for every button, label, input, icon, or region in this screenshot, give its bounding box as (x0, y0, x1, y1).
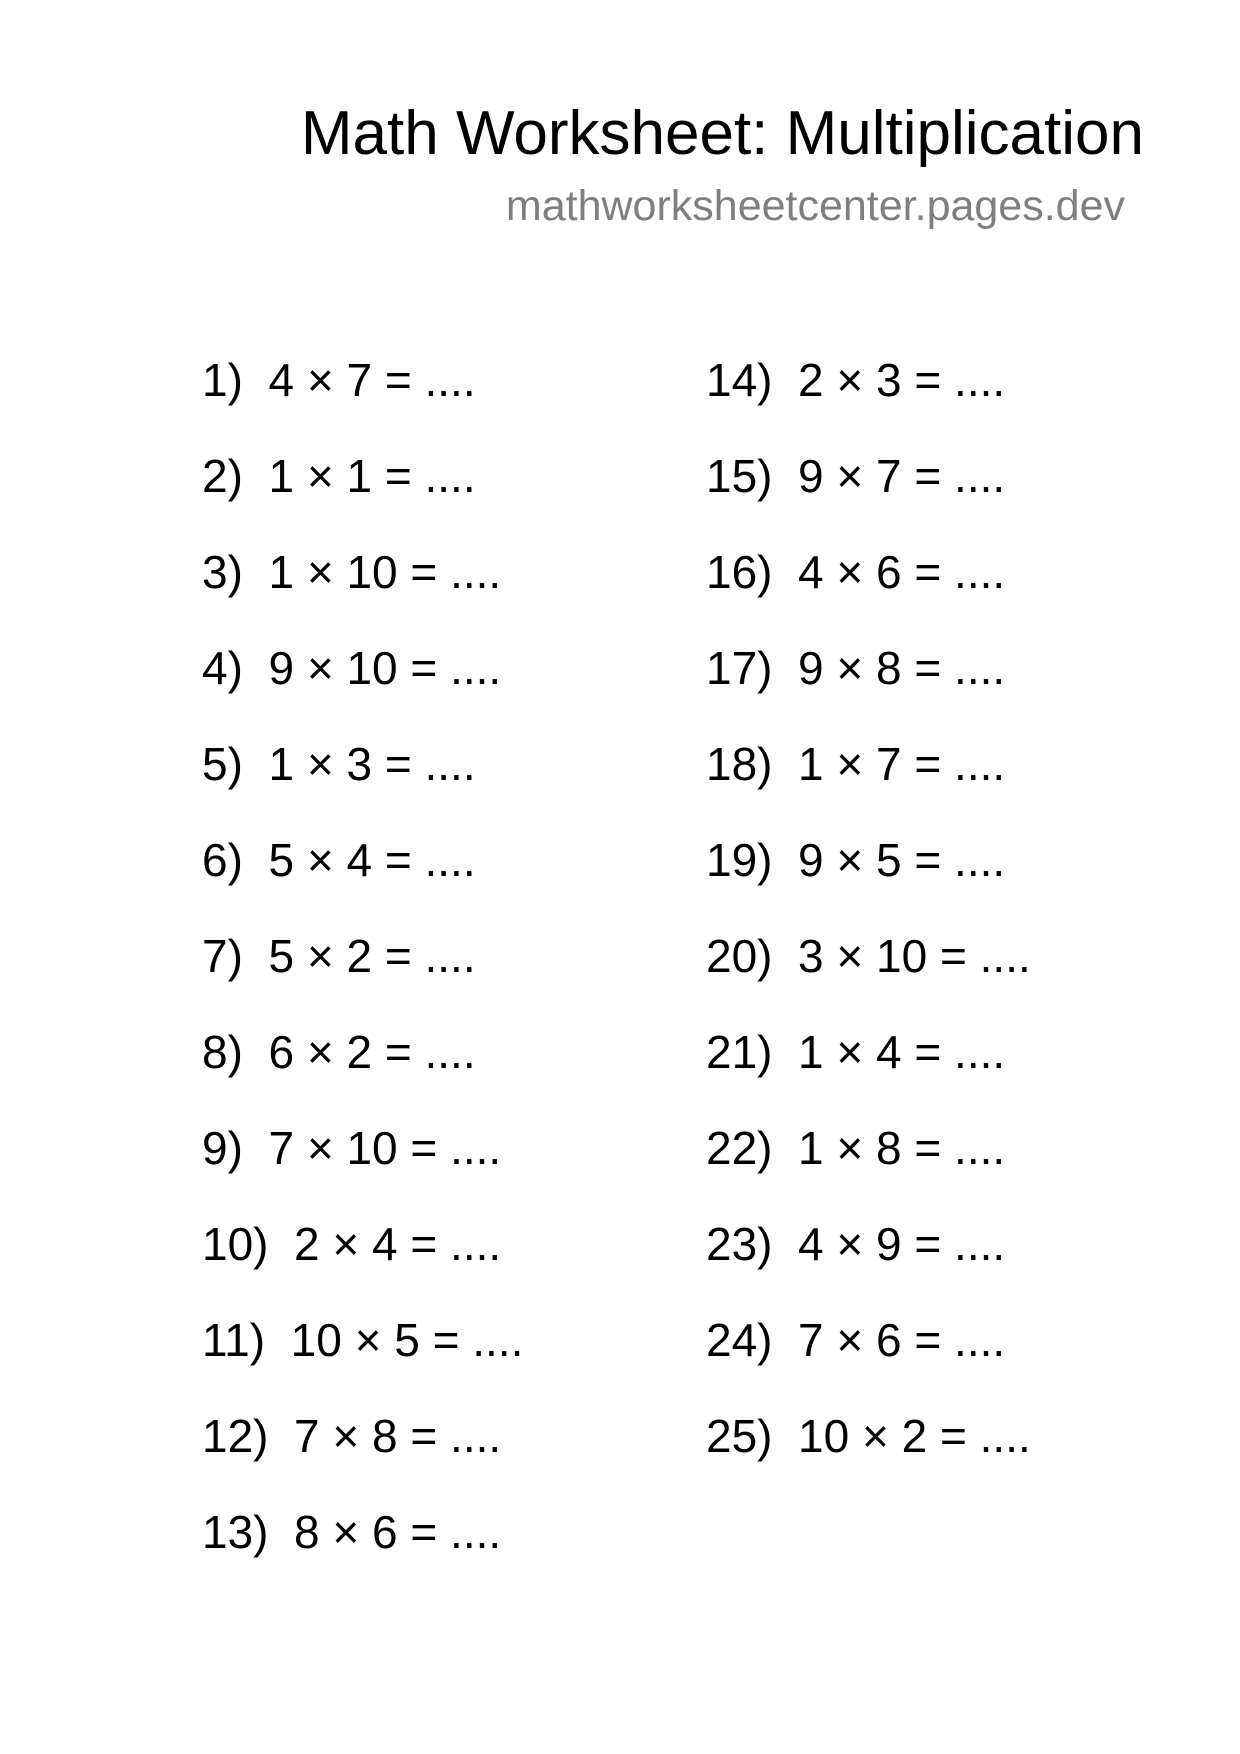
problem-item (202, 1310, 523, 1406)
problem-number: 21) (706, 1026, 773, 1078)
problem-number: 2) (202, 450, 243, 502)
problem-expression: 4 × 6 = .... (798, 546, 1006, 598)
problem-expression: 1 × 1 = .... (268, 450, 476, 502)
problem-item (706, 542, 1031, 638)
problem-number: 12) (202, 1410, 269, 1462)
problem-number: 11) (202, 1314, 266, 1366)
problem-number: 14) (706, 354, 773, 406)
problem-item (202, 1214, 523, 1310)
problem-expression: 1 × 7 = .... (798, 738, 1006, 790)
problem-column-left (202, 350, 523, 1598)
problem-expression: 2 × 3 = .... (798, 354, 1006, 406)
problem-item (706, 734, 1031, 830)
problem-item (202, 926, 523, 1022)
problem-expression: 10 × 2 = .... (798, 1410, 1031, 1462)
problem-item (202, 446, 523, 542)
problem-item (706, 926, 1031, 1022)
problem-expression: 1 × 10 = .... (268, 546, 502, 598)
problem-item (706, 1118, 1031, 1214)
problem-expression: 5 × 4 = .... (268, 834, 476, 886)
problem-item (706, 350, 1031, 446)
problem-item (706, 830, 1031, 926)
problem-number: 7) (202, 930, 243, 982)
problem-number: 20) (706, 930, 773, 982)
problem-expression: 2 × 4 = .... (294, 1218, 502, 1270)
problem-expression: 1 × 4 = .... (798, 1026, 1006, 1078)
problem-item (706, 1310, 1031, 1406)
problem-item (706, 1406, 1031, 1502)
problem-item (706, 638, 1031, 734)
problem-number: 23) (706, 1218, 773, 1270)
problem-number: 8) (202, 1026, 243, 1078)
problem-item (202, 542, 523, 638)
worksheet-title: Math Worksheet: Multiplication (300, 99, 1144, 168)
problem-number: 4) (202, 642, 243, 694)
problem-number: 25) (706, 1410, 773, 1462)
problem-number: 24) (706, 1314, 773, 1366)
problem-item (202, 1502, 523, 1598)
worksheet-source: mathworksheetcenter.pages.dev (505, 182, 1125, 230)
problem-item (202, 1022, 523, 1118)
problem-expression: 9 × 5 = .... (798, 834, 1006, 886)
problem-expression: 9 × 10 = .... (268, 642, 502, 694)
problem-number: 17) (706, 642, 773, 694)
problem-number: 5) (202, 738, 243, 790)
problem-expression: 7 × 10 = .... (268, 1122, 502, 1174)
problem-expression: 4 × 7 = .... (268, 354, 476, 406)
problem-number: 9) (202, 1122, 243, 1174)
problem-expression: 7 × 6 = .... (798, 1314, 1006, 1366)
problem-number: 1) (202, 354, 243, 406)
problem-item (202, 734, 523, 830)
problem-number: 22) (706, 1122, 773, 1174)
problem-expression: 10 × 5 = .... (290, 1314, 524, 1366)
problem-column-right (706, 350, 1031, 1502)
problem-item (202, 830, 523, 926)
problem-expression: 9 × 8 = .... (798, 642, 1006, 694)
problem-item (202, 1118, 523, 1214)
problem-number: 16) (706, 546, 773, 598)
problem-expression: 9 × 7 = .... (798, 450, 1006, 502)
problem-expression: 4 × 9 = .... (798, 1218, 1006, 1270)
problem-number: 3) (202, 546, 243, 598)
problem-item (706, 446, 1031, 542)
problem-expression: 3 × 10 = .... (798, 930, 1031, 982)
problem-number: 19) (706, 834, 773, 886)
problem-number: 18) (706, 738, 773, 790)
problem-item (706, 1214, 1031, 1310)
problem-expression: 1 × 3 = .... (268, 738, 476, 790)
problem-expression: 5 × 2 = .... (268, 930, 476, 982)
problem-number: 6) (202, 834, 243, 886)
problem-expression: 6 × 2 = .... (268, 1026, 476, 1078)
problem-expression: 1 × 8 = .... (798, 1122, 1006, 1174)
problem-number: 13) (202, 1506, 269, 1558)
problem-item (202, 1406, 523, 1502)
problem-expression: 8 × 6 = .... (294, 1506, 502, 1558)
problem-number: 10) (202, 1218, 269, 1270)
problem-item (202, 350, 523, 446)
problem-item (706, 1022, 1031, 1118)
problem-expression: 7 × 8 = .... (294, 1410, 502, 1462)
problem-item (202, 638, 523, 734)
problem-number: 15) (706, 450, 773, 502)
